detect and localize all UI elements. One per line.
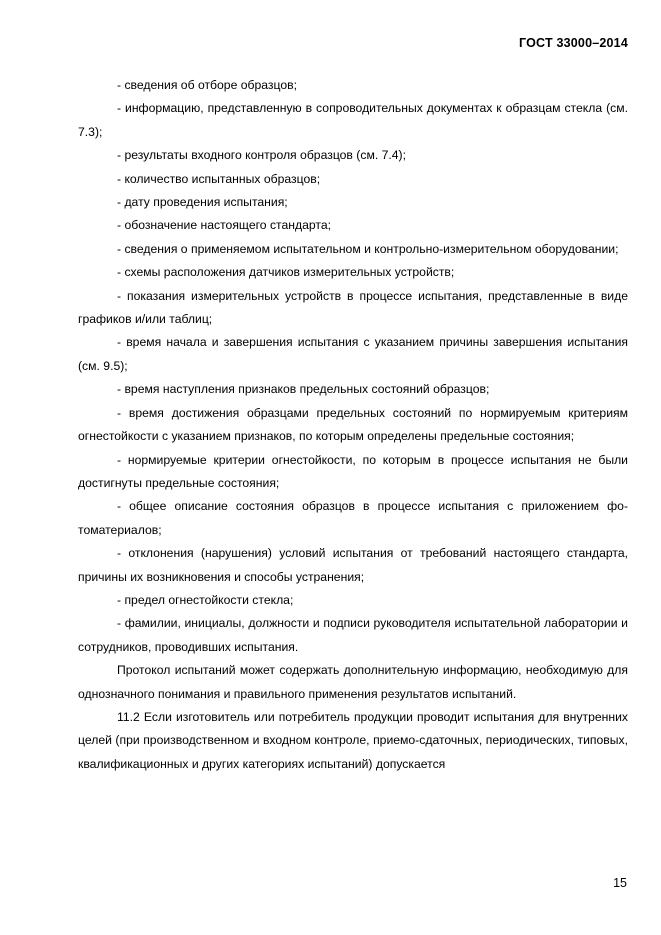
list-item-test-start-end: - время начала и завершения испытания с указанием причины завершения испытания (см. 9.5);: [78, 335, 628, 373]
body-text: [78, 74, 628, 776]
list-item-standard-designation: - обозначение настоящего стандарта;: [117, 218, 331, 233]
list-item-fire-resistance-limit: - предел огнестойкости стекла;: [117, 592, 294, 607]
list-item-limit-state-signs: - время наступления признаков предельных состояний образцов;: [117, 382, 490, 397]
list-item-equipment-info: - сведения о применяемом испытательном и контрольно-измерительном оборудовании;: [117, 241, 619, 256]
list-item-instrument-readings: - показания измерительных устройств в процессе испытания, представленные в виде графиков и/или таблиц;: [78, 288, 628, 327]
list-item-limit-state-time: - время достижения образцами предельных состояний по нормируемым критериям огнестойкости с указанием признаков, по которым определены предельные состояния;: [78, 405, 628, 444]
list-item-accompanying-docs: - информацию, представленную в сопроводительных документах к образцам стекла (см. 7.3);: [78, 101, 628, 139]
section-11-2-paragraph: 11.2 Если изготовитель или потребитель продукции проводит испытания для внутренних целей (при производственном и входном контроле, приемо-сдаточных, периодических, типовых, квалификационных и других категориях испытаний) допускается: [78, 709, 628, 771]
list-item-test-date: - дату проведения испытания;: [117, 195, 288, 210]
list-item-unreached-criteria: - нормируемые критерии огнестойкости, по которым в процессе испытания не были достигнуты предельные состояния;: [78, 452, 628, 490]
protocol-additional-info-paragraph: Протокол испытаний может содержать дополнительную информацию, необходимую для однозначного понимания и правильного применения результатов испытаний.: [78, 663, 628, 701]
list-item-sensor-layout: - схемы расположения датчиков измерительных устройств;: [117, 265, 455, 280]
list-item-state-description: - общее описание состояния образцов в процессе испытания с приложением фотоматериалов;: [78, 499, 628, 537]
list-item-deviations: - отклонения (нарушения) условий испытания от требований настоящего стандарта, причины их возникновения и способы устранения;: [78, 546, 628, 584]
page-number: 15: [613, 876, 627, 890]
list-item-sample-count: - количество испытанных образцов;: [117, 171, 321, 186]
list-item-signatures: - фамилии, инициалы, должности и подписи руководителя испытательной лаборатории и сотрудников, проводивших испытания.: [78, 616, 628, 654]
document-code-header: ГОСТ 33000–2014: [519, 36, 628, 50]
list-item-input-control-results: - результаты входного контроля образцов (см. 7.4);: [117, 148, 406, 163]
list-item-sampling-info: - сведения об отборе образцов;: [117, 78, 297, 92]
